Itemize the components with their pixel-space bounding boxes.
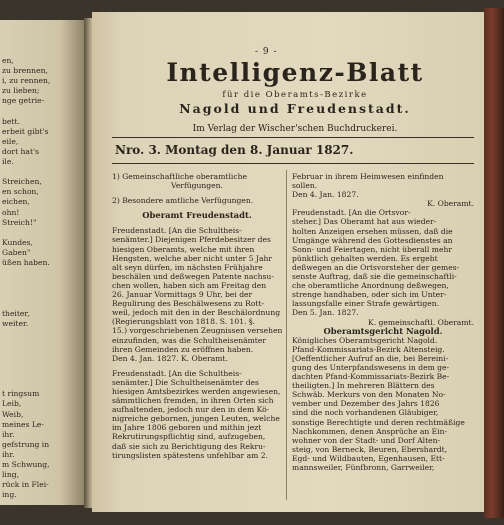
left-page-line: ohn! bbox=[2, 207, 20, 217]
left-page-line: Kundes, bbox=[2, 237, 33, 247]
left-page-line: ihr. bbox=[2, 449, 15, 459]
header-rule bbox=[112, 137, 474, 138]
text-line: theiligten.] In mehreren Blättern des bbox=[292, 381, 435, 391]
text-line: einzufinden, was die Schultheisenämter bbox=[112, 335, 266, 345]
section-heading: Oberamtsgericht Nagold. bbox=[323, 326, 443, 336]
text-line: Verfügungen. bbox=[171, 181, 223, 191]
text-line: senämter.] Diejenigen Pferdebesitzer des bbox=[112, 235, 271, 245]
text-line: Den 4. Jan. 1827. K. Oberamt. bbox=[112, 353, 228, 363]
left-page-line: weiter. bbox=[2, 318, 29, 328]
left-page-line: Streich!" bbox=[2, 217, 37, 227]
text-line: nigreiche gebornen, jungen Leuten, welche bbox=[112, 414, 280, 424]
text-line: dachten Pfand-Kommissariats-Bezirk Be- bbox=[292, 372, 450, 382]
text-line: weil, jedoch mit den in der Beschälordnung bbox=[112, 308, 281, 318]
column-left bbox=[112, 172, 282, 460]
left-page-line: nge getrie- bbox=[2, 96, 45, 106]
left-page-line: m Schwung, bbox=[2, 460, 50, 469]
text-line: Pfand-Kommissariats-Bezirk Altensteig. bbox=[292, 344, 445, 354]
text-line: holten Anzeigen ersehen müssen, daß die bbox=[292, 226, 453, 236]
book-cover-edge bbox=[484, 8, 504, 518]
text-line: deßwegen an die Ortsvorsteher der gemes- bbox=[292, 262, 460, 272]
text-line: tirungslisten spätestens unfehlbar am 2. bbox=[112, 450, 268, 460]
left-page-line: rück in Flei- bbox=[2, 480, 49, 490]
left-page-line: zu lieben; bbox=[2, 86, 40, 96]
text-line: Egd- und Wildbauten, Egenhausen, Ett- bbox=[292, 453, 445, 463]
left-page-line: dort hat's bbox=[2, 146, 39, 156]
text-line: Freudenstadt. [An die Ortsvor- bbox=[292, 208, 411, 218]
left-page-line: üßen haben. bbox=[2, 258, 50, 267]
text-line: mannsweiler, Fünfbronn, Garrweiler, bbox=[292, 463, 435, 472]
text-line: steher.] Das Oberamt hat aus wieder- bbox=[292, 217, 437, 227]
newspaper-districts: Nagold und Freudenstadt. bbox=[179, 101, 411, 116]
left-page bbox=[0, 20, 86, 505]
text-line: ihren Gemeinden zu eröffnen haben. bbox=[112, 344, 254, 354]
column-right bbox=[292, 172, 474, 472]
text-line: Freudenstadt. [An die Schultheis- bbox=[112, 226, 242, 236]
left-page-line: eile, bbox=[2, 136, 19, 146]
text-line: Umgänge während des Gottesdienstes an bbox=[292, 235, 453, 245]
text-line: sämmtlichen fremden, in ihren Orten sich bbox=[112, 396, 274, 406]
text-line: sind die noch vorhandenen Gläubiger, bbox=[292, 408, 439, 418]
text-line: Königliches Oberamtsgericht Nagold. bbox=[292, 335, 438, 345]
text-line: 2) Besondere amtliche Verfügungen. bbox=[112, 196, 254, 206]
text-line: pünktlich gehalten werden. Es ergeht bbox=[292, 253, 438, 263]
left-page-line: Gaben" bbox=[2, 247, 31, 257]
text-line: Sonn- und Feiertagen, nicht überall mehr bbox=[292, 244, 452, 254]
left-page-line: ing. bbox=[2, 490, 17, 500]
left-page-line: eichen, bbox=[2, 197, 30, 207]
page-number: - 9 - bbox=[255, 47, 278, 57]
text-line: K. gemeinschaftl. Oberamt. bbox=[368, 317, 474, 327]
text-line: steig, von Berneck, Beuren, Ebershardt, bbox=[292, 444, 448, 454]
text-line: [Oeffentlicher Aufruf an die, bei Bereini- bbox=[292, 353, 449, 363]
left-page-line: en, bbox=[2, 56, 14, 65]
left-page-line: bett. bbox=[2, 116, 20, 126]
text-line: Den 4. Jan. 1827. bbox=[292, 190, 359, 200]
text-line: chen wollen, haben sich am Freitag den bbox=[112, 280, 267, 290]
left-page-line: theiter, bbox=[2, 308, 30, 318]
text-line: (Regierungsblatt von 1818. S. 101. §. bbox=[112, 317, 256, 327]
text-line: gung des Unterpfandswesens in dem ge- bbox=[292, 362, 450, 372]
left-page-line: erbeit gibt's bbox=[2, 126, 49, 136]
text-line: wohner von der Stadt- und Dorf Alten- bbox=[292, 435, 441, 445]
left-page-line: zu brennen, bbox=[2, 66, 48, 76]
left-page-line: en schon, bbox=[2, 187, 39, 197]
text-line: Den 5. Jan. 1827. bbox=[292, 308, 359, 318]
left-page-line: gefstrung in bbox=[2, 439, 50, 449]
text-line: sonstige Berechtigte und deren rechtmäßige bbox=[292, 417, 465, 427]
left-page-line: i, zu rennen, bbox=[2, 76, 51, 86]
left-page-line: Weib, bbox=[2, 409, 24, 419]
left-page-line: meines Le- bbox=[2, 419, 44, 429]
text-line: sollen. bbox=[292, 181, 318, 191]
left-page-line: ihr. bbox=[2, 429, 15, 439]
text-line: beschälen und deßwegen Patente nachsu- bbox=[112, 271, 274, 281]
text-line: strenge handhaben, oder sich im Unter- bbox=[292, 290, 447, 300]
text-line: im Jahre 1806 geboren und mithin jezt bbox=[112, 423, 262, 433]
text-line: 26. Januar Vormittags 9 Uhr, bei der bbox=[112, 290, 253, 300]
text-line: alt seyn dürfen, im nächsten Frühjahre bbox=[112, 262, 263, 272]
text-line: vember und Dezember des Jahrs 1826 bbox=[292, 399, 440, 409]
text-line: aufhaltenden, jedoch nur den in dem Kö- bbox=[112, 405, 270, 415]
left-page-line: Leib, bbox=[2, 399, 22, 409]
text-line: Hengsten, welche aber nicht unter 5 Jahr bbox=[112, 253, 273, 263]
text-line: 1) Gemeinschaftliche oberamtliche bbox=[112, 172, 247, 181]
column-divider bbox=[286, 170, 287, 500]
newspaper-title: Intelligenz-Blatt bbox=[166, 58, 424, 87]
left-page-line: t ringsum bbox=[2, 389, 40, 399]
text-line: K. Oberamt. bbox=[427, 199, 474, 209]
text-line: Schwäb. Merkurs von den Monaten No- bbox=[292, 390, 446, 400]
text-line: Nachkommen, denen Ansprüche an Ein- bbox=[292, 426, 448, 436]
newspaper-subtitle: für die Oberamts-Bezirke bbox=[222, 90, 368, 100]
text-line: Februar in ihrem Heimwesen einfinden bbox=[292, 172, 444, 181]
text-line: Regulirung des Beschälwesens zu Rott- bbox=[112, 299, 265, 309]
left-page-line: Streichen, bbox=[2, 177, 42, 187]
text-line: senämter.] Die Schultheisenämter des bbox=[112, 377, 259, 387]
left-page-line: ile. bbox=[2, 157, 14, 166]
text-line: senste Auftrag, daß sie die gemeinschaftli- bbox=[292, 272, 457, 282]
text-line: che oberamtliche Anordnung deßwegen, bbox=[292, 281, 449, 291]
text-line: lassungsfalle einer Strafe gewärtigen. bbox=[292, 299, 440, 309]
text-line: 15.) vorgeschriebenen Zeugnissen versehen bbox=[112, 326, 282, 336]
text-line: hiesigen Oberamts, welche mit ihren bbox=[112, 244, 255, 254]
text-line: hiesigen Amtsbezirkes werden angewiesen, bbox=[112, 386, 281, 396]
imprint-line: Im Verlag der Wischer'schen Buchdruckerei. bbox=[192, 124, 398, 134]
text-line: daß sie sich zu Berichtigung des Rekru- bbox=[112, 441, 266, 451]
text-line: Rekrutirungspflichtig sind, aufzugeben, bbox=[112, 432, 266, 442]
issue-rule bbox=[112, 163, 474, 164]
left-page-line: ling, bbox=[2, 470, 20, 480]
section-heading: Oberamt Freudenstadt. bbox=[142, 211, 252, 221]
text-line: Freudenstadt. [An die Schultheis- bbox=[112, 368, 242, 378]
issue-line: Nro. 3. Montag den 8. Januar 1827. bbox=[115, 143, 354, 157]
